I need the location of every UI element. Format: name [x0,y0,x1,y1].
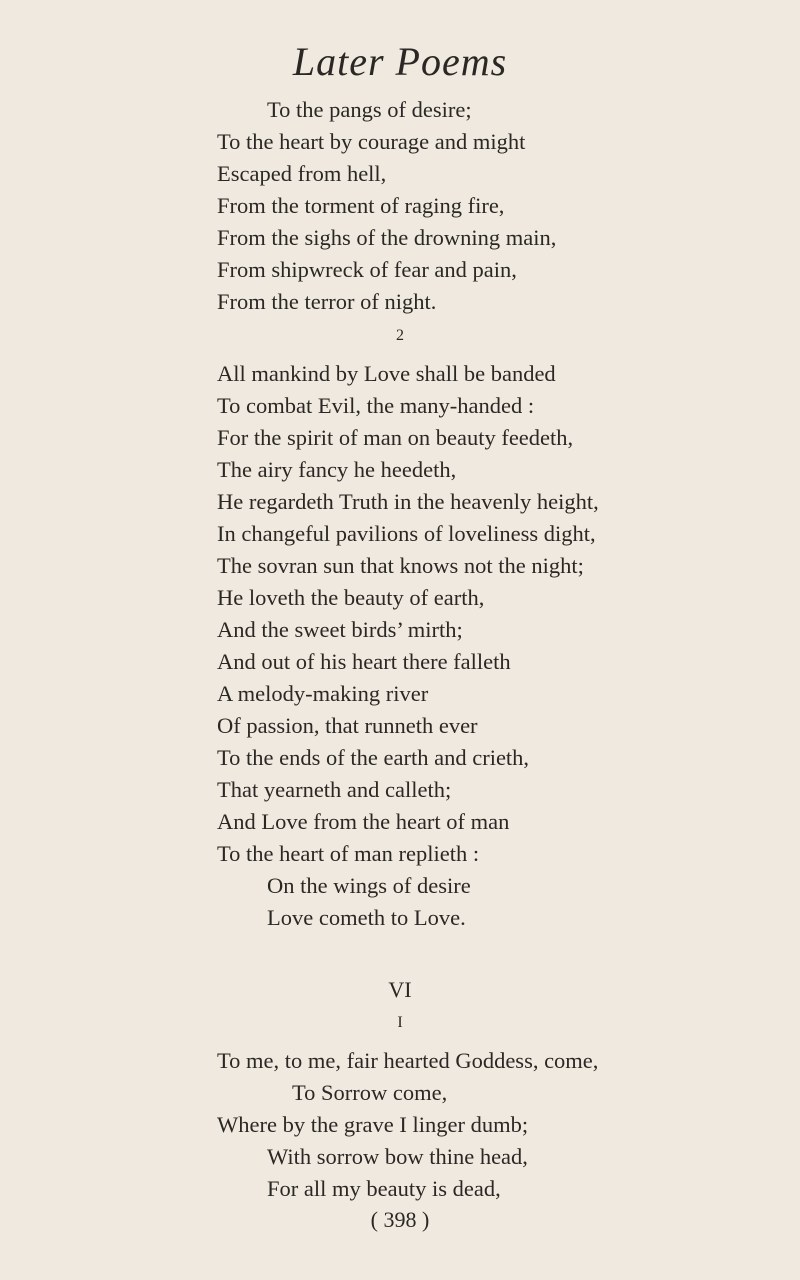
poem-line: Escaped from hell, [217,161,387,186]
poem-line: From the terror of night. [217,289,437,314]
poem-line: He regardeth Truth in the heavenly height, [217,489,599,514]
poem-line: That yearneth and calleth; [217,777,452,802]
poem-line: To Sorrow come, [292,1080,448,1105]
running-header: Later Poems [292,39,508,84]
stanza-number: I [397,1014,403,1031]
poem-line: A melody-making river [217,681,429,706]
poem-line: For the spirit of man on beauty feedeth, [217,425,574,450]
poem-line: And out of his heart there falleth [217,649,511,674]
poem-line: All mankind by Love shall be banded [217,361,556,386]
poem-line: He loveth the beauty of earth, [217,585,485,610]
poem-line: The airy fancy he heedeth, [217,457,457,482]
poem-line: And the sweet birds’ mirth; [217,617,463,642]
page-number: ( 398 ) [370,1207,430,1232]
poem-line: To the pangs of desire; [267,97,472,122]
poem-line: To combat Evil, the many-handed : [217,393,535,418]
poem-line: For all my beauty is dead, [267,1176,501,1201]
poem-line: Love cometh to Love. [267,905,466,930]
poem-line: And Love from the heart of man [217,809,510,834]
poem-line: To me, to me, fair hearted Goddess, come, [217,1048,599,1073]
poem-line: In changeful pavilions of loveliness dight, [217,521,596,546]
section-heading: VI [388,977,412,1002]
poem-line: On the wings of desire [267,873,471,898]
poem-line: Where by the grave I linger dumb; [217,1112,529,1137]
poem-line: Of passion, that runneth ever [217,713,478,738]
poem-line: With sorrow bow thine head, [267,1144,528,1169]
poem-line: To the heart by courage and might [217,129,526,154]
poem-line: The sovran sun that knows not the night; [217,553,584,578]
poem-line: From the torment of raging fire, [217,193,505,218]
stanza-number: 2 [396,327,404,344]
poem-line: To the ends of the earth and crieth, [217,745,530,770]
poem-line: From shipwreck of fear and pain, [217,257,517,282]
poem-line: To the heart of man replieth : [217,841,480,866]
poem-line: From the sighs of the drowning main, [217,225,557,250]
